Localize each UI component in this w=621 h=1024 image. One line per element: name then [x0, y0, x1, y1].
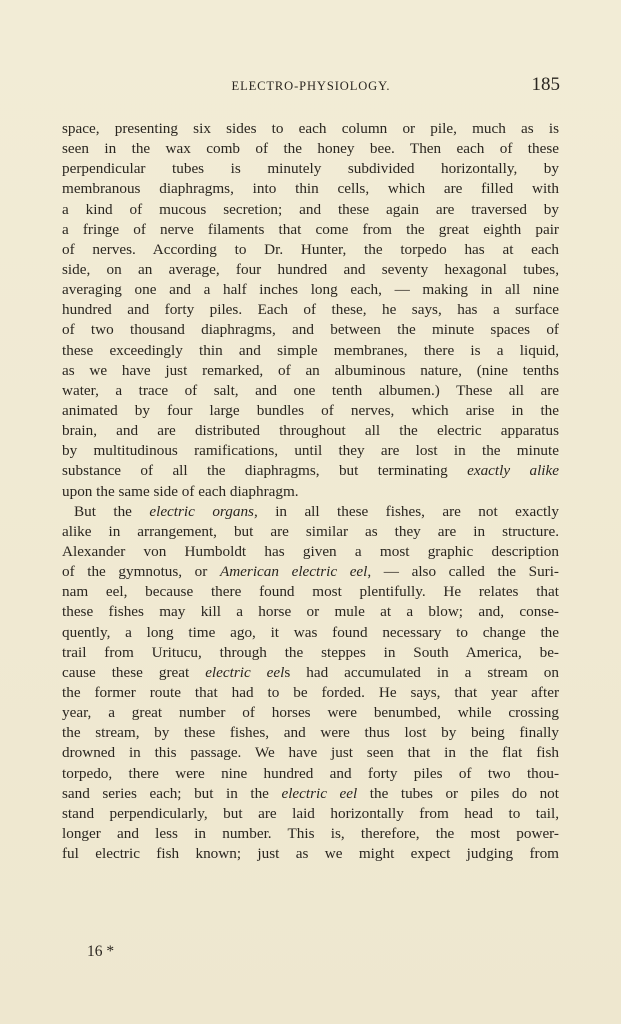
page-header — [62, 74, 560, 98]
page-number: 185 — [531, 74, 560, 95]
text-line: hundred and forty piles. Each of these, he says, has a surface — [62, 301, 559, 319]
text-line: seen in the wax comb of the honey bee. Then each of these — [62, 140, 559, 158]
text-line: animated by four large bundles of nerves, which arise in the — [62, 401, 559, 419]
body-text — [62, 119, 559, 864]
text-line: these exceedingly thin and simple membranes, there is a liquid, — [62, 341, 559, 359]
text-line: cause these great electric eels had accumulated in a stream on — [62, 663, 559, 681]
text-line: longer and less in number. This is, therefore, the most power- — [62, 824, 559, 842]
text-line: membranous diaphragms, into thin cells, which are filled with — [62, 180, 559, 198]
text-line: drowned in this passage. We have just seen that in the flat fish — [62, 744, 559, 762]
text-line: these fishes may kill a horse or mule at a blow; and, conse- — [62, 603, 559, 621]
text-line: of the gymnotus, or American electric eel, — also called the Suri- — [62, 563, 559, 581]
text-line: a fringe of nerve filaments that come from the great eighth pair — [62, 220, 559, 238]
text-line: quently, a long time ago, it was found necessary to change the — [62, 623, 559, 641]
text-line: a kind of mucous secretion; and these again are traversed by — [62, 200, 559, 218]
paragraph-start-line: But the electric organs, in all these fishes, are not exactly — [74, 502, 559, 520]
text-line: substance of all the diaphragms, but terminating exactly alike — [62, 462, 559, 480]
text-line: year, a great number of horses were benumbed, while crossing — [62, 704, 559, 722]
text-line: ful electric fish known; just as we might expect judging from — [62, 845, 559, 863]
paragraph-end-line: upon the same side of each diaphragm. — [62, 482, 299, 500]
text-line: of nerves. According to Dr. Hunter, the torpedo has at each — [62, 240, 559, 258]
text-line: perpendicular tubes is minutely subdivided horizontally, by — [62, 160, 559, 178]
text-line: water, a trace of salt, and one tenth albumen.) These all are — [62, 381, 559, 399]
text-line: averaging one and a half inches long each, — making in all nine — [62, 281, 559, 299]
text-line: the stream, by these fishes, and were thus lost by being finally — [62, 724, 559, 742]
text-line: of two thousand diaphragms, and between the minute spaces of — [62, 321, 559, 339]
text-line: alike in arrangement, but are similar as they are in structure. — [62, 522, 559, 540]
text-line: torpedo, there were nine hundred and forty piles of two thou- — [62, 764, 559, 782]
text-line: as we have just remarked, of an albuminous nature, (nine tenths — [62, 361, 559, 379]
text-line: the former route that had to be forded. He says, that year after — [62, 683, 559, 701]
signature-mark: 16 * — [87, 943, 115, 960]
text-line: trail from Uritucu, through the steppes in South America, be- — [62, 643, 559, 661]
text-line: side, on an average, four hundred and seventy hexagonal tubes, — [62, 260, 559, 278]
text-line: nam eel, because there found most plentifully. He relates that — [62, 583, 559, 601]
running-head: ELECTRO-PHYSIOLOGY. — [231, 79, 391, 93]
text-line: space, presenting six sides to each column or pile, much as is — [62, 120, 559, 137]
text-line: Alexander von Humboldt has given a most graphic description — [62, 542, 559, 560]
text-line: stand perpendicularly, but are laid horizontally from head to tail, — [62, 804, 559, 822]
text-line: brain, and are distributed throughout all the electric apparatus — [62, 422, 559, 440]
text-line: sand series each; but in the electric eel the tubes or piles do not — [62, 784, 560, 802]
text-line: by multitudinous ramifications, until they are lost in the minute — [62, 442, 559, 460]
